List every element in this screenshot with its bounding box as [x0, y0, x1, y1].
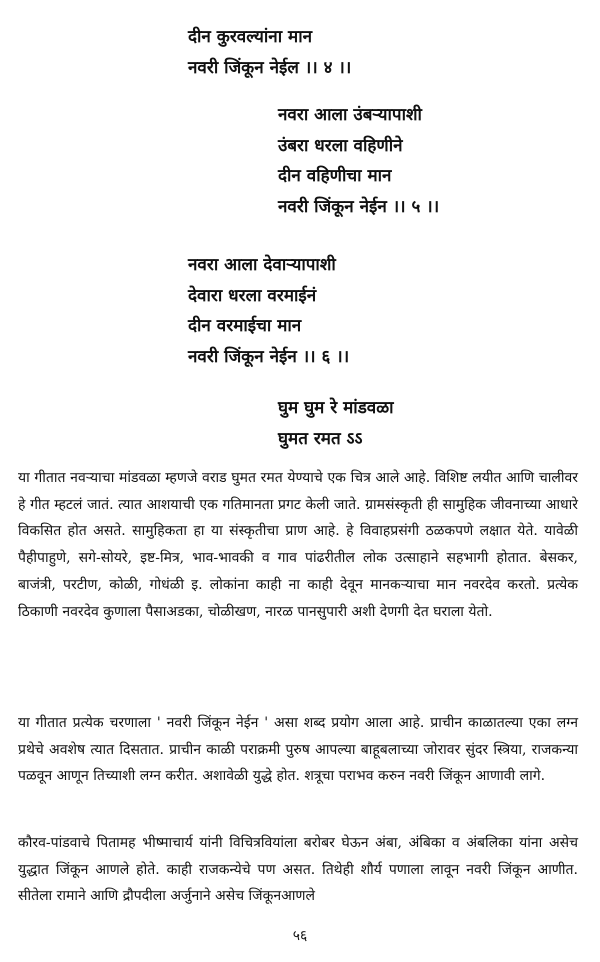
verse-stanza-2 [278, 100, 439, 222]
verse-line: उंबरा धरला वहिणीने [278, 135, 403, 156]
paragraph-text: कौरव-पांडवाचे पितामह भीष्माचार्य यांनी विचित्रवियांला बरोबर घेऊन अंबा, अंबिका व अंबलिका यांना असेच युद्धात जिंकून आणले होते. काही राजकन्येचे पण असत. तिथेही शौर्य पणाला लावून नवरी जिंकून आणीत. सीतेला रामाने आणि द्रौपदीला अर्जुनाने असेच जिंकूनआणले [18, 835, 578, 905]
paragraph-1 [18, 465, 578, 625]
paragraph-text: या गीतात प्रत्येक चरणाला ' नवरी जिंकून नेईन ' असा शब्द प्रयोग आला आहे. प्राचीन काळातल्या एका लग्न प्रथेचे अवशेष त्यात दिसतात. प्राचीन काळी पराक्रमी पुरुष आपल्या बाहूबलाच्या जोरावर सुंदर स्त्रिया, राजकन्या पळवून आणून तिच्याशी लग्न करीत. अशावेळी युद्धे होत. शत्रूचा पराभव करुन नवरी जिंकून आणावी लागे. [18, 715, 578, 785]
paragraph-3 [18, 830, 578, 910]
verse-stanza-3 [188, 250, 349, 372]
verse-line: नवरी जिंकून नेईन ।। ६ ।। [188, 346, 350, 367]
verse-line: दीन कुरवल्यांना मान [188, 27, 313, 47]
page-number: ५६ [292, 928, 308, 944]
verse-line: दीन वरमाईचा मान [188, 316, 302, 336]
verse-line: दीन वहिणीचा मान [278, 166, 392, 186]
verse-line: नवरी जिंकून नेईल ।। ४ ।। [188, 57, 352, 78]
verse-line: नवरी जिंकून नेईन ।। ५ ।। [278, 196, 440, 217]
paragraph-text: या गीतात नवऱ्याचा मांडवळा म्हणजे वराड घुमत रमत येण्याचे एक चित्र आले आहे. विशिष्ट लयीत आणि चालीवर हे गीत म्हटलं जातं. त्यात आशयाची एक गतिमानता प्रगट केली जाते. ग्रामसंस्कृती ही सामुहिक जीवनाच्या आधारे विकसित होत असते. सामुहिकता हा या संस्कृतीचा प्राण आहे. हे विवाहप्रसंगी ठळकपणे लक्षात येते. यावेळी पैहीपाहुणे, सगे-सोयरे, इष्ट-मित्र, भाव-भावकी व गाव पांढरीतील लोक उत्साहाने सहभागी होतात. बेसकर, बाजंत्री, परटीण, कोळी, गोधंळी इ. लोकांना काही ना काही देवून मानकऱ्याचा मान नवरदेव करतो. प्रत्येक ठिकाणी नवरदेव कुणाला पैसाअडका, चोळीखण, नारळ पानसुपारी अशी देणगी देत घराला येतो. [18, 470, 578, 620]
verse-refrain [278, 393, 394, 454]
verse-line: घुम घुम रे मांडवळा [278, 398, 394, 418]
verse-stanza-1 [188, 22, 351, 83]
verse-line: घुमत रमत ऽऽ [278, 428, 363, 449]
verse-line: देवारा धरला वरमाईनं [188, 285, 317, 306]
paragraph-2 [18, 710, 578, 790]
verse-line: नवरा आला देवाऱ्यापाशी [188, 255, 336, 275]
verse-line: नवरा आला उंबऱ्यापाशी [278, 105, 422, 125]
